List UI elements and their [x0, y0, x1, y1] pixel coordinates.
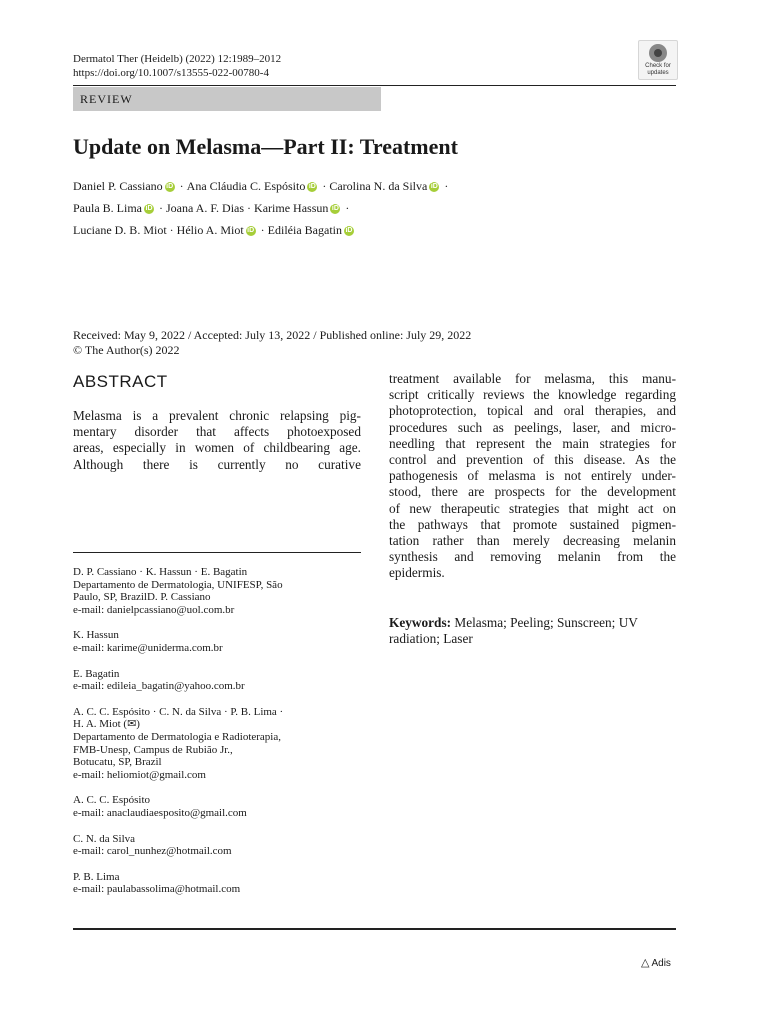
- separator: ·: [260, 223, 265, 237]
- author-name[interactable]: Daniel P. Cassiano: [73, 179, 163, 193]
- separator: ·: [322, 179, 327, 193]
- separator: ·: [179, 179, 184, 193]
- orcid-icon[interactable]: iD: [308, 183, 316, 191]
- email-link[interactable]: e-mail: carol_nunhez@hotmail.com: [73, 845, 232, 858]
- abstract-line: stood, there are prospects for the development: [389, 484, 676, 500]
- affiliation-line: H. A. Miot (✉): [73, 718, 140, 731]
- doi-link[interactable]: https://doi.org/10.1007/s13555-022-00780-4: [73, 67, 269, 79]
- affiliation-line: K. Hassun: [73, 629, 119, 642]
- orcid-icon[interactable]: iD: [166, 183, 174, 191]
- affiliation-line: Paulo, SP, BrazilD. P. Cassiano: [73, 591, 211, 604]
- abstract-line: of new therapeutic strategies that might act on: [389, 500, 676, 516]
- email-link[interactable]: e-mail: edileia_bagatin@yahoo.com.br: [73, 680, 245, 693]
- author-line-1: [73, 178, 451, 194]
- article-title: Update on Melasma—Part II: Treatment: [73, 134, 458, 159]
- received-accepted-published: Received: May 9, 2022 / Accepted: July 13, 2022 / Published online: July 29, 2022: [73, 328, 472, 342]
- crossmark-icon: [649, 44, 667, 62]
- affiliation-line: P. B. Lima: [73, 870, 120, 883]
- section-label: REVIEW: [80, 92, 133, 106]
- abstract-line: script critically reviews the knowledge regarding: [389, 387, 676, 403]
- check-updates-line2: updates: [647, 70, 669, 76]
- abstract-text-left: [73, 408, 361, 473]
- author-name[interactable]: Hélio A. Miot: [176, 223, 244, 237]
- separator: ·: [247, 201, 252, 215]
- abstract-text-right: [389, 371, 676, 582]
- copyright: © The Author(s) 2022: [73, 343, 180, 357]
- abstract-line: pathogenesis of melasma is not entirely under-: [389, 468, 676, 484]
- check-for-updates-badge[interactable]: [638, 40, 678, 80]
- affiliation-line: A. C. C. Espósito · C. N. da Silva · P. B. Lima ·: [73, 705, 284, 718]
- author-name[interactable]: Karime Hassun: [254, 201, 329, 215]
- orcid-icon[interactable]: iD: [331, 205, 339, 213]
- affiliations: [73, 566, 373, 909]
- journal-citation: Dermatol Ther (Heidelb) (2022) 12:1989–2012: [73, 53, 282, 65]
- affiliation-block: [73, 833, 373, 858]
- affiliation-line: Departamento de Dermatologia, UNIFESP, São: [73, 578, 283, 591]
- affiliation-block: [73, 668, 373, 693]
- abstract-heading: ABSTRACT: [73, 372, 168, 391]
- check-updates-line1: Check for: [645, 63, 671, 69]
- abstract-line: synthesis and removing melanin from the: [389, 549, 676, 565]
- keywords-list-1: Melasma; Peeling; Sunscreen; UV: [454, 615, 638, 630]
- separator: ·: [159, 201, 163, 215]
- affiliation-line: FMB-Unesp, Campus de Rubião Jr.,: [73, 743, 233, 756]
- author-name[interactable]: Ana Cláudia C. Espósito: [186, 179, 306, 193]
- publisher-logo: [641, 956, 671, 969]
- publisher-name: Adis: [651, 958, 671, 969]
- separator: ·: [444, 179, 449, 193]
- orcid-icon[interactable]: iD: [430, 183, 438, 191]
- abstract-line: tation rather than merely decreasing melanin: [389, 533, 676, 549]
- affiliations-divider: [73, 552, 361, 553]
- abstract-line: mentary disorder that affects photoexposed: [73, 424, 361, 440]
- email-link[interactable]: e-mail: anaclaudiaesposito@gmail.com: [73, 806, 247, 819]
- abstract-line: treatment available for melasma, this manu-: [389, 371, 676, 386]
- journal-header: [73, 52, 281, 80]
- header-divider: [73, 85, 676, 86]
- author-name[interactable]: Luciane D. B. Miot: [73, 223, 167, 237]
- affiliation-line: D. P. Cassiano · K. Hassun · E. Bagatin: [73, 566, 248, 578]
- abstract-line: epidermis.: [389, 565, 445, 581]
- affiliation-line: E. Bagatin: [73, 667, 120, 680]
- author-name[interactable]: Joana A. F. Dias: [166, 201, 245, 215]
- publication-dates: [73, 328, 471, 358]
- section-label-band: [73, 87, 381, 111]
- keywords: [389, 615, 676, 647]
- abstract-line: control and prevention of this disease. As the: [389, 452, 676, 468]
- keywords-label: Keywords:: [389, 615, 452, 630]
- affiliation-line: Departamento de Dermatologia e Radioterapia,: [73, 730, 281, 743]
- adis-triangle-icon: △: [641, 957, 650, 969]
- affiliation-line: C. N. da Silva: [73, 832, 136, 845]
- orcid-icon[interactable]: iD: [247, 227, 255, 235]
- abstract-line: Melasma is a prevalent chronic relapsing pig-: [73, 408, 361, 423]
- affiliation-line: Botucatu, SP, Brazil: [73, 756, 162, 769]
- footer-divider: [73, 928, 676, 930]
- author-name[interactable]: Paula B. Lima: [73, 201, 142, 215]
- orcid-icon[interactable]: iD: [345, 227, 353, 235]
- abstract-line: the pathways that promote sustained pigmen-: [389, 516, 676, 532]
- abstract-line: needling that represent the main strategies for: [389, 435, 676, 451]
- abstract-line: Although there is currently no curative: [73, 456, 361, 472]
- abstract-line: procedures such as peelings, laser, and micro-: [389, 419, 676, 435]
- separator: ·: [169, 223, 174, 237]
- author-name[interactable]: Ediléia Bagatin: [267, 223, 342, 237]
- affiliation-block: [73, 629, 373, 654]
- author-name[interactable]: Carolina N. da Silva: [329, 179, 428, 193]
- abstract-line: photoprotection, topical and oral therapies, and: [389, 403, 676, 419]
- email-link[interactable]: e-mail: karime@uniderma.com.br: [73, 641, 223, 654]
- email-link[interactable]: e-mail: paulabassolima@hotmail.com: [73, 883, 241, 896]
- email-link[interactable]: e-mail: danielpcassiano@uol.com.br: [73, 603, 235, 616]
- author-line-2: [73, 200, 352, 216]
- orcid-icon[interactable]: iD: [145, 205, 153, 213]
- abstract-line: areas, especially in women of childbearing age.: [73, 440, 361, 456]
- affiliation-block: [73, 871, 373, 896]
- affiliation-block: [73, 794, 373, 819]
- affiliation-block: [73, 706, 373, 782]
- affiliation-line: A. C. C. Espósito: [73, 794, 151, 807]
- author-line-3: [73, 222, 356, 238]
- separator: ·: [345, 201, 350, 215]
- keywords-list-2: radiation; Laser: [389, 631, 473, 647]
- affiliation-block: [73, 566, 373, 616]
- email-link[interactable]: e-mail: heliomiot@gmail.com: [73, 768, 206, 781]
